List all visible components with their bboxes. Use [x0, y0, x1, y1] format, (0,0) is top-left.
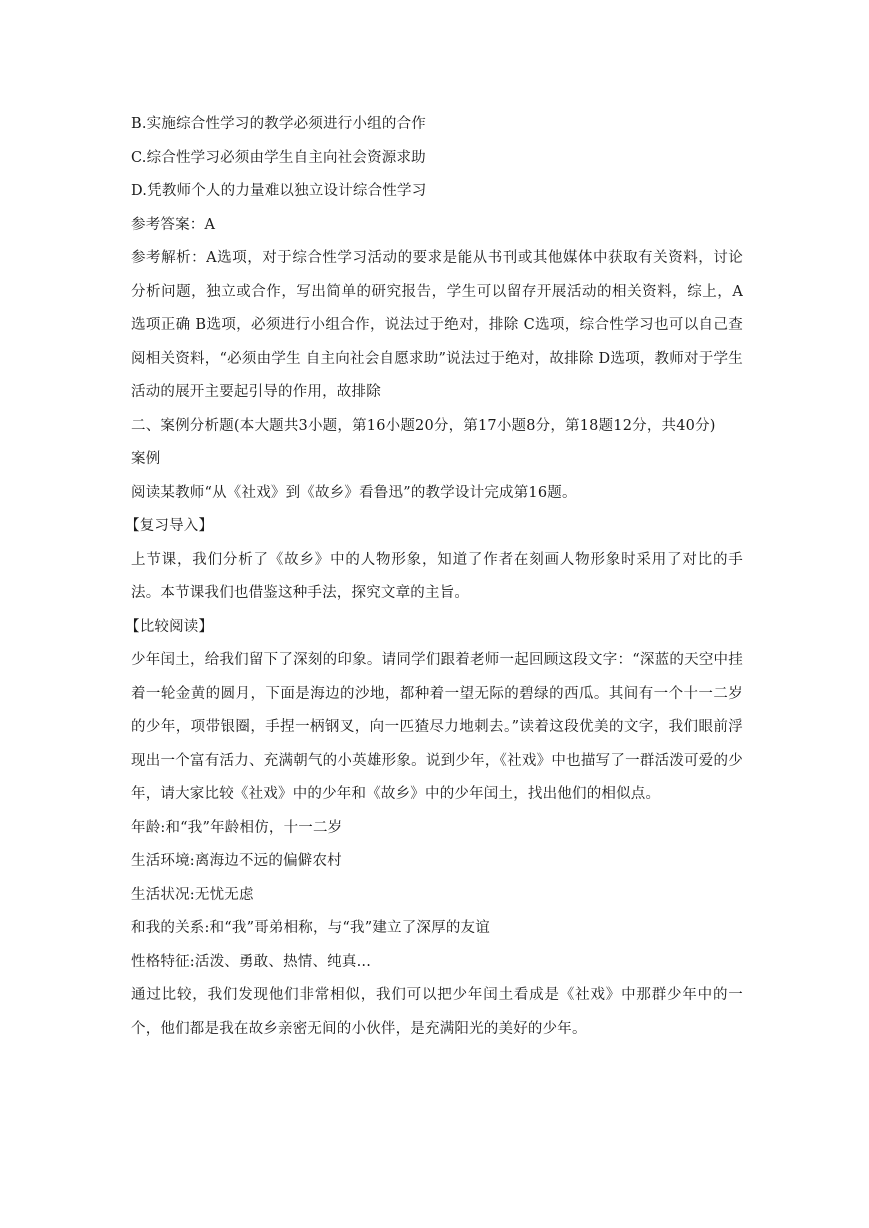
document-body	[125, 108, 743, 1046]
list-item-environment: 生活环境:离海边不远的偏僻农村	[131, 853, 342, 869]
reference-answer: 参考答案：A	[131, 216, 216, 233]
review-heading: 【复习导入】	[125, 518, 214, 534]
option-b: B.实施综合性学习的教学必须进行小组的合作	[131, 116, 426, 132]
conclusion-paragraph: 通过比较，我们发现他们非常相似，我们可以把少年闰土看成是《社戏》中那群少年中的一个，他们都是我在故乡亲密无间的小伙伴，是充满阳光的美好的少年。	[131, 987, 743, 1037]
list-item-relationship: 和我的关系:和“我”哥弟相称，与“我”建立了深厚的友谊	[131, 920, 490, 936]
compare-paragraph: 少年闰土，给我们留下了深刻的印象。请同学们跟着老师一起回顾这段文字：“深蓝的天空中挂着一轮金黄的圆月，下面是海边的沙地，都种着一望无际的碧绿的西瓜。其间有一个十一二岁的少年，项带银圈，手捏一柄钢叉，向一匹猹尽力地刺去。”读着这段优美的文字，我们眼前浮现出一个富有活力、充满朝气的小英雄形象。说到少年，《社戏》中也描写了一群活泼可爱的少年，请大家比较《社戏》中的少年和《故乡》中的少年闰土，找出他们的相似点。	[131, 652, 743, 802]
option-d: D.凭教师个人的力量难以独立设计综合性学习	[131, 183, 427, 199]
case-intro: 阅读某教师“从《社戏》到《故乡》看鲁迅”的教学设计完成第16题。	[131, 484, 577, 501]
list-item-living-status: 生活状况:无忧无虑	[131, 886, 254, 903]
compare-heading: 【比较阅读】	[125, 618, 214, 635]
section-heading: 二、案例分析题(本大题共3小题，第16小题20分，第17小题8分，第18题12分，共40分)	[131, 417, 716, 434]
list-item-personality: 性格特征:活泼、勇敢、热情、纯真...	[131, 953, 372, 970]
list-item-age: 年龄:和“我”年龄相仿，十一二岁	[131, 819, 343, 836]
case-label: 案例	[131, 451, 161, 467]
review-paragraph: 上节课，我们分析了《故乡》中的人物形象，知道了作者在刻画人物形象时采用了对比的手法。本节课我们也借鉴这种手法，探究文章的主旨。	[131, 551, 743, 601]
option-c: C.综合性学习必须由学生自主向社会资源求助	[131, 149, 426, 166]
reference-analysis: 参考解析：A选项，对于综合性学习活动的要求是能从书刊或其他媒体中获取有关资料，讨论分析问题，独立或合作，写出简单的研究报告，学生可以留存开展活动的相关资料，综上，A选项正确 B选项，必须进行小组合作，说法过于绝对，排除 C选项，综合性学习也可以自己查阅相关资料，“必须由学生 自主向社会自愿求助”说法过于绝对，故排除 D选项，教师对于学生活动的展开主要起引导的作用，故排除	[131, 250, 743, 400]
